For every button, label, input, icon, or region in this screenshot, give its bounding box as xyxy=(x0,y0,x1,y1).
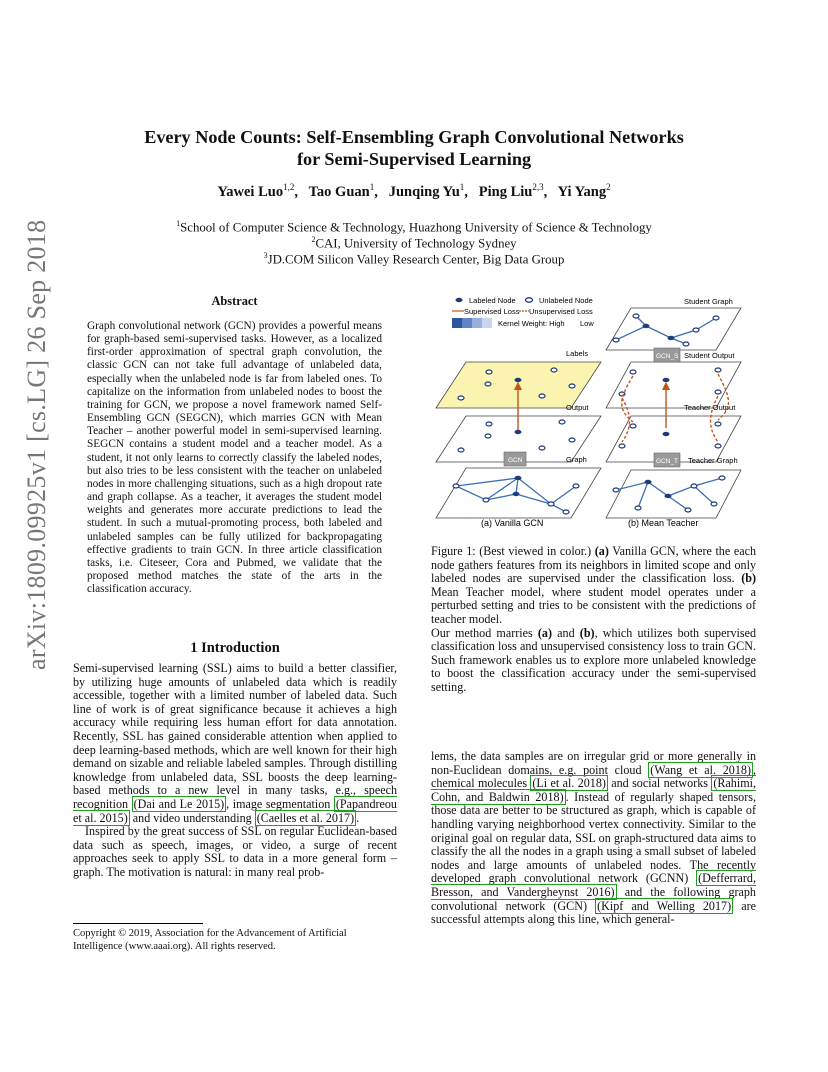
citation-link[interactable]: (Caelles et al. 2017) xyxy=(256,810,355,825)
gcn-box-label: GCN_T xyxy=(656,458,679,465)
paragraph: Semi-supervised learning (SSL) aims to build a better classifier, by utilizing huge amounts of unlabeled data which is readily accessible, together with a limited number of labeled data. Such line of work is of great significance because it achieves a high accuracy while requiring less human effort for data annotation. Recently, SSL has gained considerable attention when applied to deep learning-based methods, which are well known for their high demand on sizable and reliable labeled samples. Through distilling knowledge from unlabeled data, SSL boosts the deep learning-based methods to a new level in many tasks, e.g., speech recognition (Dai and Le 2015) , image segmentation (Papandreou et al. 2015) and video understanding (Caelles et al. 2017) . xyxy=(73,661,397,825)
intro-body xyxy=(73,662,397,880)
subfigure-label: (b) Mean Teacher xyxy=(628,518,699,528)
caption-paragraph: Our method marries (a) and (b), which utilizes both supervised classification loss and unsupervised consistency loss to train GCN. Such framework enables us to explore more unlabeled knowledge to boost the classification accuracy under the semi-supervised setting. xyxy=(431,625,757,694)
mean-teacher-diagram xyxy=(606,297,741,528)
affiliation: $^1$School of Computer Science & Technology, Huazhong University of Science & Technology xyxy=(176,219,652,235)
plane-label: Output xyxy=(566,403,589,412)
arxiv-stamp: arXiv:1809.09925v1 [cs.LG] 26 Sep 2018 xyxy=(22,219,51,670)
citation-link[interactable]: (Dai and Le 2015) xyxy=(133,796,225,811)
figure-caption xyxy=(431,545,756,695)
plane-label: Graph xyxy=(566,455,587,464)
figure-1 xyxy=(426,290,756,536)
caption-paragraph: Figure 1: (Best viewed in color.) (a) Vanilla GCN, where the each node gathers features from its neighbors in limited scope and only labeled nodes are supervised under the classification loss. (b) Mean Teacher model, where student model operates under a perturbed setting and tries to be consistent with the predictions of teacher model. xyxy=(431,544,756,626)
plane-label: Student Graph xyxy=(684,297,733,306)
plane-label: Teacher Output xyxy=(684,403,736,412)
gcn-box-label: GCN_S xyxy=(656,353,679,360)
author: Yi Yang$^2$ xyxy=(557,182,611,200)
citation-link[interactable]: (Kipf and Welling 2017) xyxy=(597,898,732,913)
plane-label: Student Output xyxy=(684,351,735,360)
subfigure-label: (a) Vanilla GCN xyxy=(481,518,544,528)
citation-link[interactable]: (Li et al. 2018) xyxy=(532,776,606,791)
legend-label: Unsupervised Loss xyxy=(529,307,593,316)
section-heading: 1 Introduction xyxy=(190,640,280,656)
plane-label: Teacher Graph xyxy=(688,456,738,465)
footnote-rule xyxy=(73,923,203,924)
author-list: Yawei Luo$^{1,2}$, Tao Guan$^1$, Junqing Yu$^1$, Ping Liu$^{2,3}$, Yi Yang$^2$ xyxy=(217,182,611,200)
intro-body-continued xyxy=(431,750,756,927)
legend-label: Labeled Node xyxy=(469,296,516,305)
paragraph: lems, the data samples are on irregular grid or more generally in non-Euclidean domains, e.g. point cloud (Wang et al. 2018) , chemical molecules (Li et al. 2018) and social networks (Rahimi, Cohn, and Baldwin 2018) . Instead of regularly shaped tensors, those data are better to be structured as graph, which is capable of handling varying neighborhood vertex connectivity. Similar to the original goal on regular data, SSL on graph-structured data aims to classify the all the nodes in a graph using a small subset of labeled nodes and large amounts of unlabeled nodes. The recently developed graph convolutional network (GCNN) (Defferrard, Bresson, and Vandergheynst 2016) and the following graph convolutional network (GCN) (Kipf and Welling 2017) are successful attempts along this line, which general- xyxy=(431,749,756,927)
author: Ping Liu$^{2,3}$ xyxy=(478,182,544,200)
gcn-box-label: GCN xyxy=(508,457,523,464)
citation-link[interactable]: (Papandreou et al. 2015) xyxy=(73,796,397,825)
citation-link[interactable]: (Defferrard, Bresson, and Vandergheynst 2016) xyxy=(431,871,756,899)
abstract-heading: Abstract xyxy=(211,294,258,308)
copyright-footnote: Copyright © 2019, Association for the Advancement of Artificial Intelligence (www.aaai.org). All rights reserved. xyxy=(73,928,347,952)
legend-label: Unlabeled Node xyxy=(539,296,593,305)
author: Yawei Luo$^{1,2}$ xyxy=(217,182,295,200)
vanilla-gcn-diagram xyxy=(436,349,601,528)
affiliation: $^3$JD.COM Silicon Valley Research Center, Big Data Group xyxy=(263,251,565,267)
affiliation: $^2$CAI, University of Technology Sydney xyxy=(311,235,517,251)
figure-legend xyxy=(452,296,594,328)
citation-link[interactable]: (Wang et al. 2018) xyxy=(650,762,751,777)
paragraph: Inspired by the great success of SSL on regular Euclidean-based data such as speech, images, or video, a surge of recent approaches seek to apply SSL to data in a more general form – graph. The motivation is natural: in many real prob- xyxy=(73,824,397,879)
plane-label: Labels xyxy=(566,349,589,358)
author: Tao Guan$^1$ xyxy=(308,182,375,200)
legend-label: Low xyxy=(580,319,594,328)
legend-label: Kernel Weight: High xyxy=(498,319,565,328)
citation-link[interactable]: (Rahimi, Cohn, and Baldwin 2018) xyxy=(431,776,756,804)
paper-title: Every Node Counts: Self-Ensembling Graph Convolutional Networks for Semi-Supervised Learning xyxy=(144,127,684,169)
author: Junqing Yu$^1$ xyxy=(388,182,465,200)
labeled-node-icon xyxy=(456,298,463,302)
legend-label: Supervised Loss xyxy=(464,307,520,316)
abstract-text: Graph convolutional network (GCN) provides a powerful means for graph-based semi-supervised tasks. However, as a localized first-order approximation of spectral graph convolution, the classic GCN can not take full advantage of unlabeled data, especially when the unlabeled node is far from labeled ones. To capitalize on the information from unlabeled nodes to boost the training for GCN, we propose a novel framework named Self-Ensembling GCN (SEGCN), which marries GCN with Mean Teacher – another powerful model in semi-supervised learning. SEGCN contains a student model and a teacher model. As a student, it not only learns to correctly classify the labeled nodes, but also tries to be less consistent with the teacher on unlabeled nodes in more challenging situations, such as a high dropout rate and graph collapse. As a teacher, it averages the student model weights and generates more accurate predictions to lead the student. In such a mutual-promoting process, both labeled and unlabeled samples can be fully utilized for backpropagating effective gradients to train GCN. In three article classification tasks, i.e. Citeseer, Cora and Pubmed, we validate that the proposed method matches the state of the arts in the classification accuracy. xyxy=(87,320,382,596)
unlabeled-node-icon xyxy=(526,298,533,302)
